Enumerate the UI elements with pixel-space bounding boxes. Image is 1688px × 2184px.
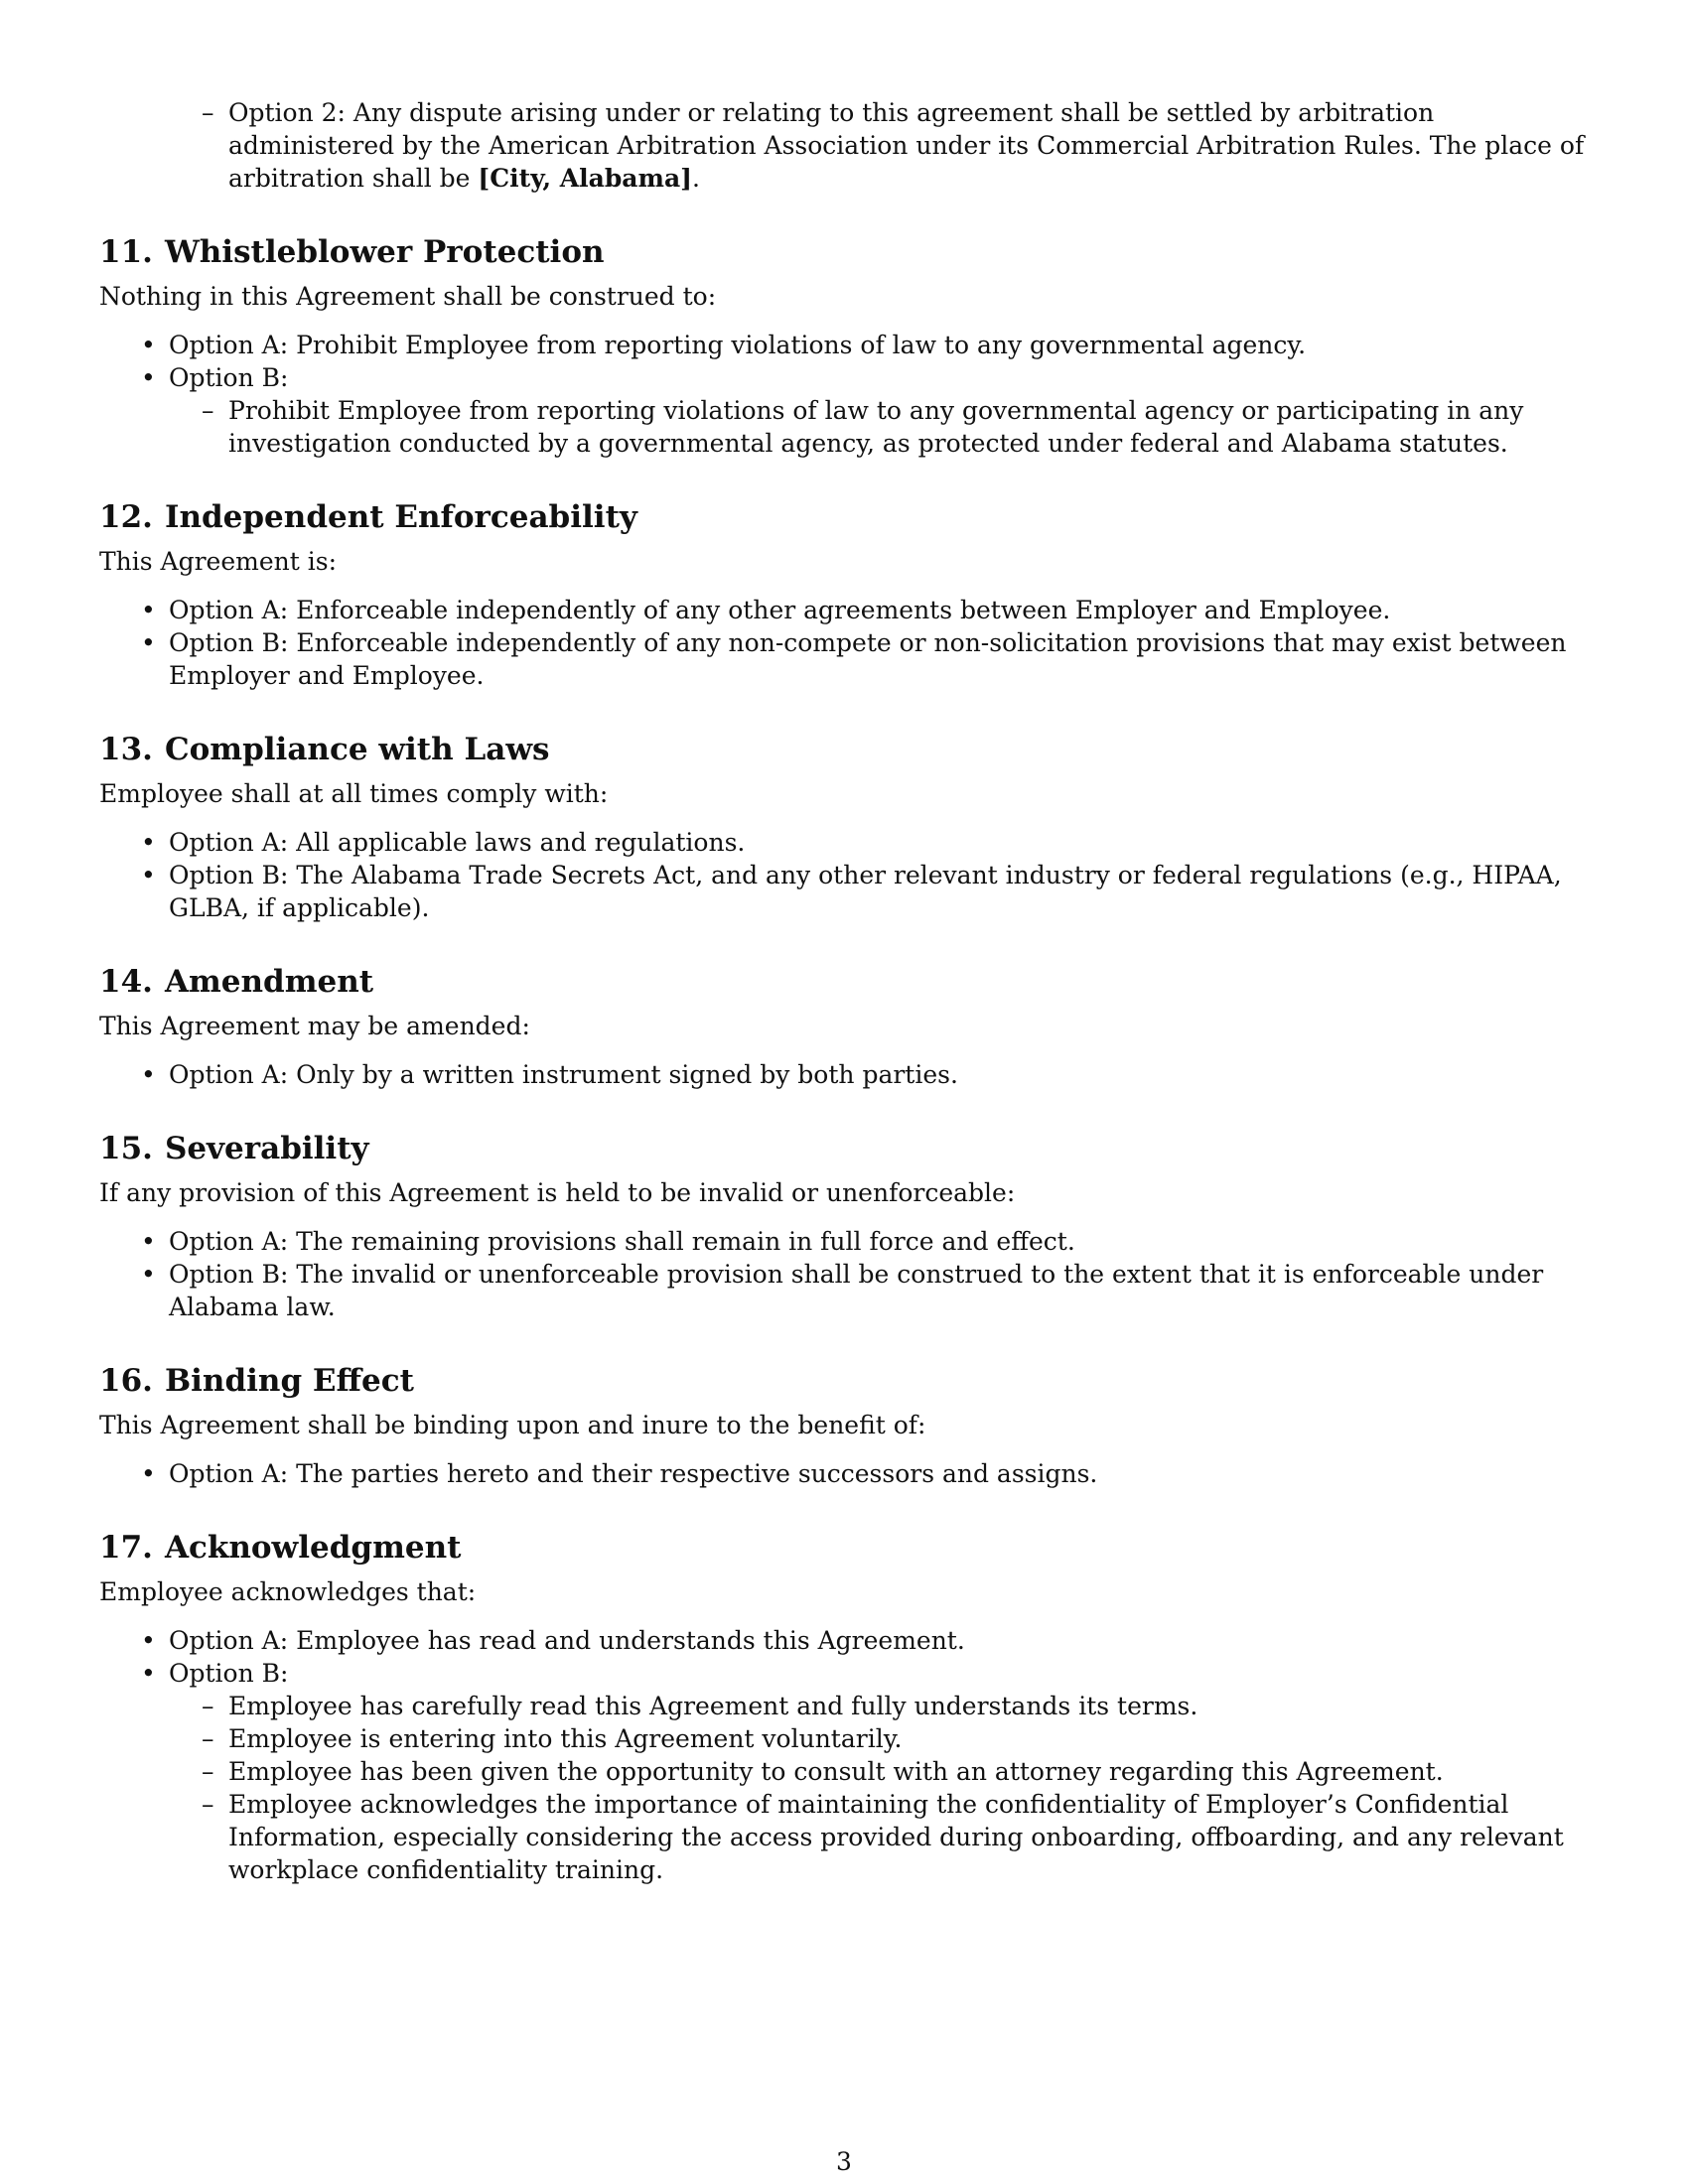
section-number: 12. (99, 499, 153, 535)
option-list (99, 1225, 1591, 1323)
option-b-sublist (169, 1690, 1591, 1886)
arbitration-place: [City, Alabama] (478, 164, 692, 193)
section-number: 14. (99, 964, 153, 1000)
section-heading (99, 232, 1591, 272)
option-b: • Option B: Enforceable independently of any non-compete or non-solicitation provisions that may exist between Employer and Employee. (99, 626, 1591, 692)
list-item: – Employee has carefully read this Agreement and fully understands its terms. (169, 1690, 1591, 1722)
option-b-label: Option B: (169, 1659, 289, 1688)
section-number: 13. (99, 732, 153, 767)
section-number: 16. (99, 1363, 153, 1399)
option-list (99, 1457, 1591, 1490)
option-a: • Option A: All applicable laws and regulations. (99, 826, 1591, 859)
document-page (99, 96, 1591, 1886)
option-b: • Option B: The Alabama Trade Secrets Act, and any other relevant industry or federal regulations (e.g., HIPAA, GLBA, if applicable). (99, 859, 1591, 924)
section-12 (99, 497, 1591, 692)
section-title: Compliance with Laws (164, 732, 550, 767)
section-heading (99, 1528, 1591, 1568)
section-number: 11. (99, 234, 153, 270)
section-number: 15. (99, 1131, 153, 1166)
section-title: Severability (164, 1131, 369, 1166)
option-b (99, 1657, 1591, 1886)
section-intro: This Agreement is: (99, 547, 337, 576)
option-b-label: Option B: (169, 363, 289, 392)
top-option-text: Option 2: Any dispute arising under or relating to this agreement shall be settled by arbitration administered by the American Arbitration Association under its Commercial Arbitration Rules. The place of arbitration shall be (228, 98, 1585, 193)
option-list (99, 826, 1591, 924)
section-title: Binding Effect (164, 1363, 414, 1399)
section-title: Independent Enforceability (164, 499, 637, 535)
section-intro: Nothing in this Agreement shall be construed to: (99, 282, 717, 311)
top-option-end: . (692, 164, 700, 193)
section-intro: This Agreement may be amended: (99, 1012, 530, 1040)
section-number: 17. (99, 1530, 153, 1566)
option-b-sublist (169, 394, 1591, 460)
option-list (99, 594, 1591, 692)
section-heading (99, 497, 1591, 537)
section-title: Acknowledgment (164, 1530, 462, 1566)
list-item: – Employee is entering into this Agreement voluntarily. (169, 1722, 1591, 1755)
list-item: – Prohibit Employee from reporting violations of law to any governmental agency or participating in any investigation conducted by a governmental agency, as protected under federal and Alabama statutes. (169, 394, 1591, 460)
section-intro: Employee acknowledges that: (99, 1577, 477, 1606)
section-intro: Employee shall at all times comply with: (99, 779, 609, 808)
option-list (99, 329, 1591, 460)
option-a: • Option A: The parties hereto and their respective successors and assigns. (99, 1457, 1591, 1490)
option-a: • Option A: Prohibit Employee from reporting violations of law to any governmental agency. (99, 329, 1591, 361)
section-title: Whistleblower Protection (164, 234, 605, 270)
section-14 (99, 962, 1591, 1091)
section-intro: If any provision of this Agreement is held to be invalid or unenforceable: (99, 1178, 1016, 1207)
section-title: Amendment (164, 964, 374, 1000)
section-heading (99, 1129, 1591, 1168)
section-15 (99, 1129, 1591, 1323)
option-a: • Option A: Only by a written instrument signed by both parties. (99, 1058, 1591, 1091)
section-heading (99, 1361, 1591, 1401)
top-option-2 (99, 96, 1591, 195)
option-b (99, 361, 1591, 460)
section-13 (99, 730, 1591, 924)
top-option-list (99, 96, 1591, 195)
list-item: – Employee acknowledges the importance of maintaining the confidentiality of Employer’s Confidential Information, especially considering the access provided during onboarding, offboarding, and any relevant workplace confidentiality training. (169, 1788, 1591, 1886)
section-intro: This Agreement shall be binding upon and inure to the benefit of: (99, 1411, 926, 1439)
option-a: • Option A: Employee has read and understands this Agreement. (99, 1624, 1591, 1657)
section-heading (99, 962, 1591, 1002)
section-17 (99, 1528, 1591, 1886)
option-list (99, 1058, 1591, 1091)
section-16 (99, 1361, 1591, 1490)
option-a: • Option A: Enforceable independently of any other agreements between Employer and Employee. (99, 594, 1591, 626)
section-11 (99, 232, 1591, 460)
page-number: 3 (836, 2147, 852, 2176)
list-item: – Employee has been given the opportunity to consult with an attorney regarding this Agreement. (169, 1755, 1591, 1788)
option-b: • Option B: The invalid or unenforceable provision shall be construed to the extent that it is enforceable under Alabama law. (99, 1258, 1591, 1323)
section-heading (99, 730, 1591, 769)
option-list (99, 1624, 1591, 1886)
option-a: • Option A: The remaining provisions shall remain in full force and effect. (99, 1225, 1591, 1258)
